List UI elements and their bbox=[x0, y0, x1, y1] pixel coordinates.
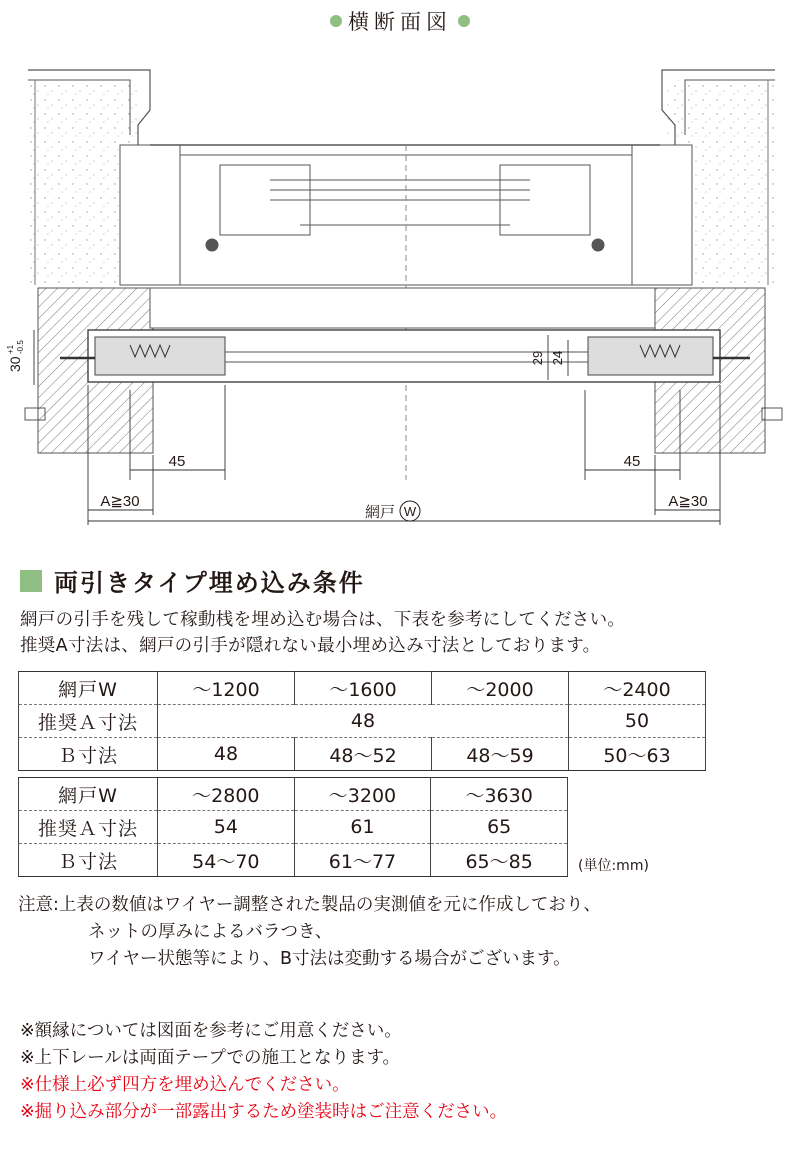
dim-a-right: A≧30 bbox=[668, 493, 708, 510]
bullet-dot-icon bbox=[330, 15, 342, 27]
footnote-1: ※額縁については図面を参考にご用意ください。 bbox=[20, 1021, 402, 1041]
row-header-w: 網戸W bbox=[19, 778, 158, 811]
intro-line-1: 網戸の引手を残して稼動桟を埋め込む場合は、下表を参考にしてください。 bbox=[20, 610, 626, 630]
table-cell: 65～85 bbox=[431, 844, 568, 877]
footnotes bbox=[20, 1018, 507, 1126]
row-header-b: Ｂ寸法 bbox=[19, 738, 158, 771]
heading-square-icon bbox=[20, 570, 42, 592]
dim-30: 30 bbox=[7, 356, 23, 372]
dim-45-left: 45 bbox=[168, 453, 186, 470]
diagram-title bbox=[0, 6, 800, 36]
table-cell: ～2800 bbox=[158, 778, 295, 811]
note-line-1: 注意:上表の数値はワイヤー調整された製品の実測値を元に作成しており、 bbox=[18, 895, 601, 915]
table-cell: ～1600 bbox=[295, 672, 432, 705]
dimension-table-1 bbox=[18, 671, 706, 771]
note-line-3: ワイヤー状態等により、B寸法は変動する場合がございます。 bbox=[88, 949, 571, 969]
section-heading bbox=[20, 563, 365, 598]
table-row bbox=[19, 705, 706, 738]
intro-text bbox=[20, 607, 625, 659]
unit-label: (単位:mm) bbox=[578, 858, 649, 874]
table-cell: 50 bbox=[569, 705, 706, 738]
table-row bbox=[19, 778, 568, 811]
dim-w-symbol: W bbox=[403, 504, 417, 519]
table-cell: 48～52 bbox=[295, 738, 432, 771]
table-row bbox=[19, 811, 568, 844]
table-row bbox=[19, 738, 706, 771]
table-cell-merged: 48 bbox=[158, 705, 569, 738]
table-row bbox=[19, 844, 568, 877]
footnote-3-warning: ※仕様上必ず四方を埋め込んでください。 bbox=[20, 1075, 350, 1095]
table-cell: ～3200 bbox=[294, 778, 431, 811]
dim-24: 24 bbox=[550, 350, 565, 366]
dim-screen-w-label: 網戸 bbox=[364, 504, 395, 521]
section-heading-text: 両引きタイプ埋め込み条件 bbox=[54, 569, 365, 597]
table-cell: ～3630 bbox=[431, 778, 568, 811]
table-row bbox=[19, 672, 706, 705]
row-header-a: 推奨Ａ寸法 bbox=[19, 811, 158, 844]
cross-section-diagram bbox=[0, 40, 800, 535]
dim-30-tol-plus: +1 bbox=[6, 344, 15, 354]
dim-29: 29 bbox=[530, 350, 545, 366]
table-cell: 48～59 bbox=[432, 738, 569, 771]
dimension-table-2 bbox=[18, 777, 568, 877]
row-header-w: 網戸W bbox=[19, 672, 158, 705]
bullet-dot-icon bbox=[458, 15, 470, 27]
table-cell: ～1200 bbox=[158, 672, 295, 705]
footnote-2: ※上下レールは両面テープでの施工となります。 bbox=[20, 1048, 401, 1068]
table-cell: 61 bbox=[294, 811, 431, 844]
dim-a-left: A≧30 bbox=[100, 493, 140, 510]
table-cell: 54～70 bbox=[158, 844, 295, 877]
diagram-title-text: 横断面図 bbox=[348, 10, 452, 34]
table-cell: 61～77 bbox=[294, 844, 431, 877]
note-line-2: ネットの厚みによるバラつき、 bbox=[88, 922, 333, 942]
dim-30-tol-minus: -0.5 bbox=[16, 340, 25, 354]
row-header-b: Ｂ寸法 bbox=[19, 844, 158, 877]
table-cell: 48 bbox=[158, 738, 295, 771]
row-header-a: 推奨Ａ寸法 bbox=[19, 705, 158, 738]
table-cell: 54 bbox=[158, 811, 295, 844]
footnote-4-warning: ※掘り込み部分が一部露出するため塗装時はご注意ください。 bbox=[20, 1102, 508, 1122]
table-cell: 50～63 bbox=[569, 738, 706, 771]
caution-note bbox=[18, 892, 601, 973]
table-cell: ～2000 bbox=[432, 672, 569, 705]
intro-line-2: 推奨A寸法は、網戸の引手が隠れない最小埋め込み寸法としております。 bbox=[20, 636, 601, 656]
table-cell: 65 bbox=[431, 811, 568, 844]
dim-45-right: 45 bbox=[623, 453, 641, 470]
table-cell: ～2400 bbox=[569, 672, 706, 705]
